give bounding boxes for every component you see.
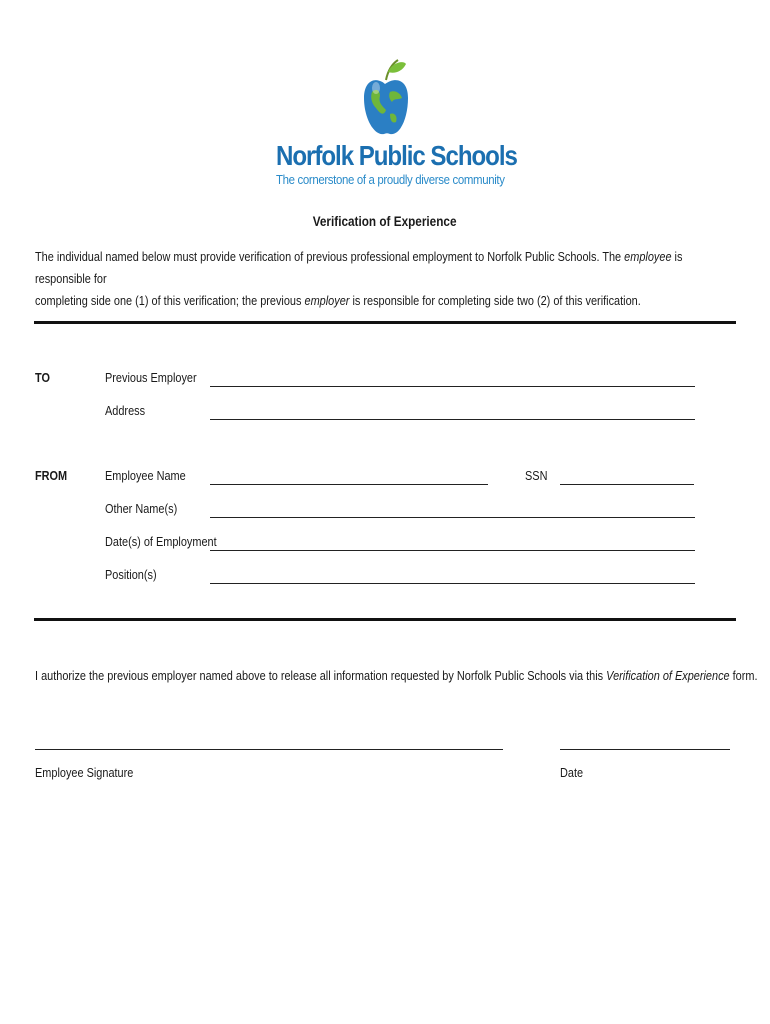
- positions-field[interactable]: [210, 582, 695, 584]
- intro-line-1: The individual named below must provide verification of previous professional employment to Norfolk Public Schools. The employee is responsible for: [35, 249, 683, 286]
- other-names-label: Other Name(s): [105, 501, 178, 516]
- apple-globe-icon: [362, 58, 408, 138]
- address-label: Address: [105, 403, 146, 418]
- previous-employer-field[interactable]: [210, 385, 695, 387]
- ssn-field[interactable]: [560, 483, 694, 485]
- address-field[interactable]: [210, 418, 695, 420]
- employment-dates-field[interactable]: [210, 549, 695, 551]
- other-names-field[interactable]: [210, 516, 695, 518]
- employee-name-field[interactable]: [210, 483, 488, 485]
- authorization-statement: I authorize the previous employer named above to release all information requested by Norfolk Public Schools via this Verification of Experience form.: [35, 668, 758, 683]
- date-label: Date: [560, 765, 584, 780]
- employee-signature-field[interactable]: [35, 748, 503, 750]
- logo-tagline: The cornerstone of a proudly diverse community: [276, 172, 505, 187]
- from-heading: FROM: [35, 468, 68, 483]
- page-title: Verification of Experience: [313, 213, 457, 229]
- school-logo: [270, 58, 517, 193]
- signature-date-field[interactable]: [560, 748, 730, 750]
- intro-paragraph: [35, 246, 690, 312]
- intro-line-2: completing side one (1) of this verification; the previous employer is responsible for completing side two (2) of this verification.: [35, 293, 641, 308]
- to-heading: TO: [35, 370, 50, 385]
- positions-label: Position(s): [105, 567, 157, 582]
- section-divider-top: [34, 321, 736, 324]
- previous-employer-label: Previous Employer: [105, 370, 197, 385]
- employment-dates-label: Date(s) of Employment: [105, 534, 217, 549]
- logo-wordmark: Norfolk Public Schools: [276, 140, 517, 171]
- ssn-label: SSN: [525, 468, 548, 483]
- employee-name-label: Employee Name: [105, 468, 186, 483]
- section-divider-bottom: [34, 618, 736, 621]
- employee-signature-label: Employee Signature: [35, 765, 134, 780]
